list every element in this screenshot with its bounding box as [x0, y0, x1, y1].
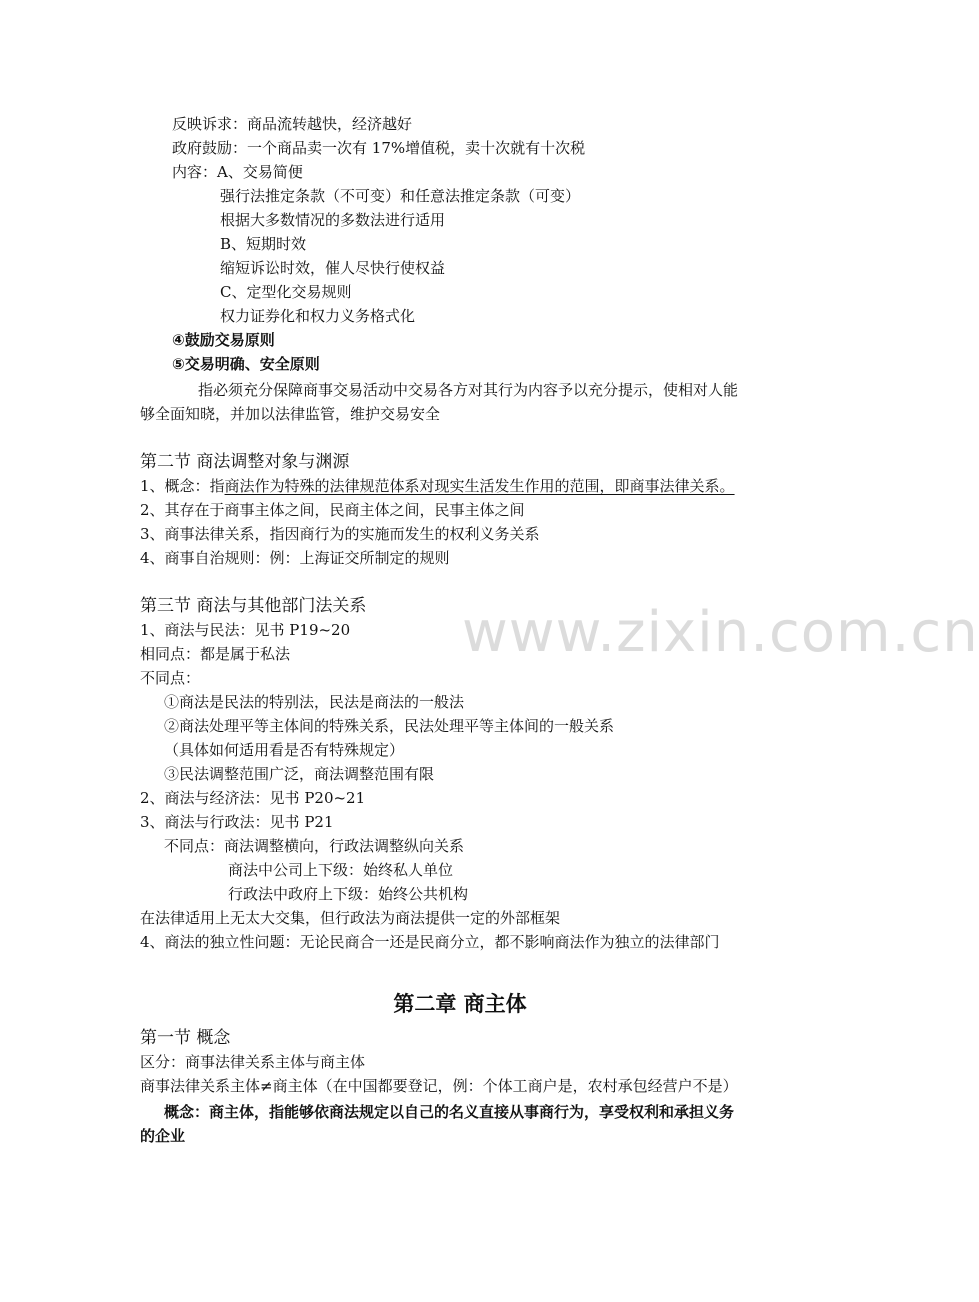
text-line: 权力证券化和权力义务格式化	[220, 307, 416, 325]
text-line: C、定型化交易规则	[220, 283, 352, 301]
principle-heading: ④鼓励交易原则	[172, 331, 275, 349]
text-line: ②商法处理平等主体间的特殊关系，民法处理平等主体间的一般关系	[164, 717, 615, 735]
underlined-definition: 商法作为特殊的法律规范体系对现实生活发生作用的范围，即商事法律关系。	[224, 477, 735, 495]
text-line: 指必须充分保障商事交易活动中交易各方对其行为内容予以充分提示，使相对人能	[198, 381, 739, 399]
watermark: www.zixin.com.cn	[462, 600, 979, 665]
text-line: 在法律适用上无太大交集，但行政法为商法提供一定的外部框架	[140, 909, 561, 927]
text-line: 1、商法与民法：见书 P19~20	[140, 621, 351, 639]
section-heading: 第二节 商法调整对象与渊源	[140, 452, 350, 472]
text-line: 4、商法的独立性问题：无论民商合一还是民商分立，都不影响商法作为独立的法律部门	[140, 933, 720, 951]
text-line: 不同点：商法调整横向，行政法调整纵向关系	[164, 837, 465, 855]
text-line: 商法中公司上下级：始终私人单位	[228, 861, 454, 879]
definition-line: 概念：商主体，指能够依商法规定以自己的名义直接从事商行为，享受权利和承担义务	[164, 1103, 735, 1121]
text-line	[140, 476, 735, 496]
text-line: 缩短诉讼时效，催人尽快行使权益	[220, 259, 446, 277]
text-line: 强行法推定条款（不可变）和任意法推定条款（可变）	[220, 187, 581, 205]
text-line: （具体如何适用看是否有特殊规定）	[164, 741, 405, 759]
text-line: 行政法中政府上下级：始终公共机构	[228, 885, 469, 903]
section-heading: 第三节 商法与其他部门法关系	[140, 596, 367, 616]
text-line: 商事法律关系主体≠商主体（在中国都要登记，例：个体工商户是，农村承包经营户不是）	[140, 1077, 738, 1095]
section-heading: 第一节 概念	[140, 1028, 231, 1048]
text-line: 3、商法与行政法：见书 P21	[140, 813, 334, 831]
chapter-title: 第二章 商主体	[393, 992, 527, 1016]
text-line: B、短期时效	[220, 235, 307, 253]
text-line: 4、商事自治规则：例：上海证交所制定的规则	[140, 549, 450, 567]
text-line: 3、商事法律关系，指因商行为的实施而发生的权利义务关系	[140, 525, 540, 543]
text-line: 2、商法与经济法：见书 P20~21	[140, 789, 366, 807]
text-line: 政府鼓励：一个商品卖一次有 17%增值税，卖十次就有十次税	[172, 139, 586, 157]
text-line: 内容：A、交易简便	[172, 163, 303, 181]
text-line: ①商法是民法的特别法，民法是商法的一般法	[164, 693, 465, 711]
text-line: ③民法调整范围广泛，商法调整范围有限	[164, 765, 435, 783]
text-line: 根据大多数情况的多数法进行适用	[220, 211, 446, 229]
text-line: 相同点：都是属于私法	[140, 645, 291, 663]
definition-line: 的企业	[140, 1127, 186, 1145]
principle-heading: ⑤交易明确、安全原则	[172, 355, 320, 373]
text-line: 不同点：	[140, 669, 201, 687]
text-prefix: 1、概念：指	[140, 477, 225, 495]
text-line: 够全面知晓，并加以法律监管，维护交易安全	[140, 405, 441, 423]
text-line: 区分：商事法律关系主体与商主体	[140, 1053, 366, 1071]
text-line: 反映诉求：商品流转越快，经济越好	[172, 115, 413, 133]
text-line: 2、其存在于商事主体之间，民商主体之间，民事主体之间	[140, 501, 525, 519]
